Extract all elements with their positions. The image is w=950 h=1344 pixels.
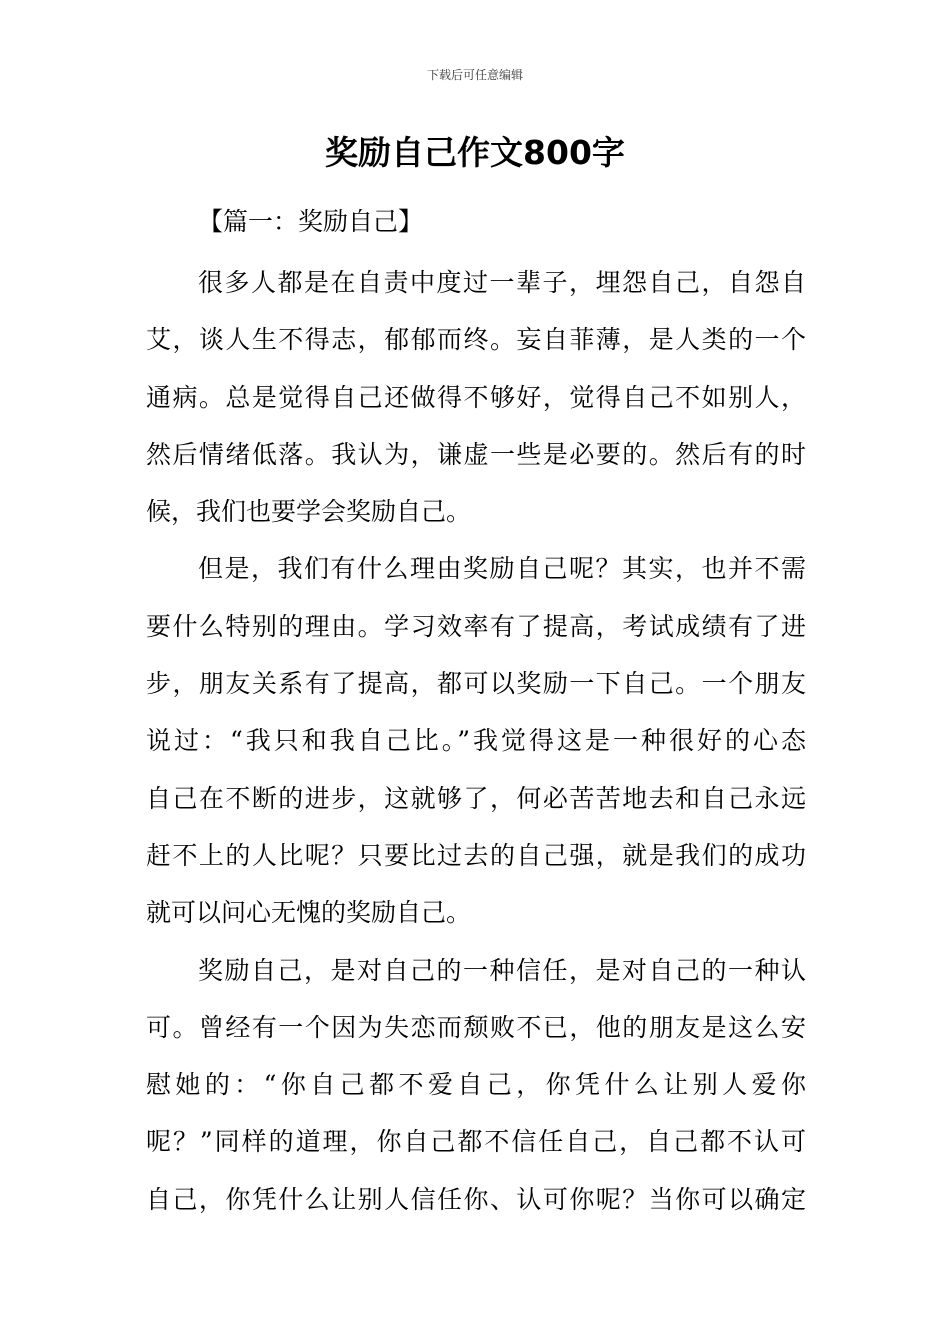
document-body [146, 254, 806, 1228]
document-title: 奖励自己作文800字 [325, 133, 625, 172]
paragraph-line: 要什么特别的理由。学习效率有了提高，考试成绩有了进 [146, 611, 806, 641]
paragraph-line: 赶不上的人比呢？只要比过去的自己强，就是我们的成功 [146, 840, 806, 870]
paragraph-line: 然后情绪低落。我认为，谦虚一些是必要的。然后有的时 [146, 439, 806, 469]
paragraph-line: 说过：“我只和我自己比。”我觉得这是一种很好的心态 [146, 726, 806, 756]
paragraph-line: 呢？”同样的道理，你自己都不信任自己，自己都不认可 [146, 1127, 806, 1157]
paragraph-line: 通病。总是觉得自己还做得不够好，觉得自己不如别人， [146, 382, 806, 412]
paragraph-line: 艾，谈人生不得志，郁郁而终。妄自菲薄，是人类的一个 [146, 325, 806, 355]
paragraph [146, 942, 806, 1228]
paragraph-line: 但是，我们有什么理由奖励自己呢？其实，也并不需 [198, 554, 806, 584]
paragraph-line: 可。曾经有一个因为失恋而颓败不已，他的朋友是这么安 [146, 1012, 806, 1042]
paragraph-line: 很多人都是在自责中度过一辈子，埋怨自己，自怨自 [198, 268, 806, 297]
paragraph-line: 候，我们也要学会奖励自己。 [146, 497, 472, 527]
paragraph [146, 540, 806, 941]
paragraph-line: 步，朋友关系有了提高，都可以奖励一下自己。一个朋友 [146, 669, 806, 699]
paragraph-line: 就可以问心无愧的奖励自己。 [146, 898, 472, 928]
header-note: 下载后可任意编辑 [426, 68, 523, 82]
paragraph-line: 自己在不断的进步，这就够了，何必苦苦地去和自己永远 [146, 783, 806, 813]
paragraph-line: 自己，你凭什么让别人信任你、认可你呢？当你可以确定 [146, 1184, 806, 1214]
paragraph [146, 254, 806, 540]
paragraph-line: 奖励自己，是对自己的一种信任，是对自己的一种认 [198, 955, 806, 985]
section-heading: 【篇一：奖励自己】 [198, 207, 424, 236]
paragraph-line: 慰她的：“你自己都不爱自己，你凭什么让别人爱你 [146, 1070, 806, 1100]
